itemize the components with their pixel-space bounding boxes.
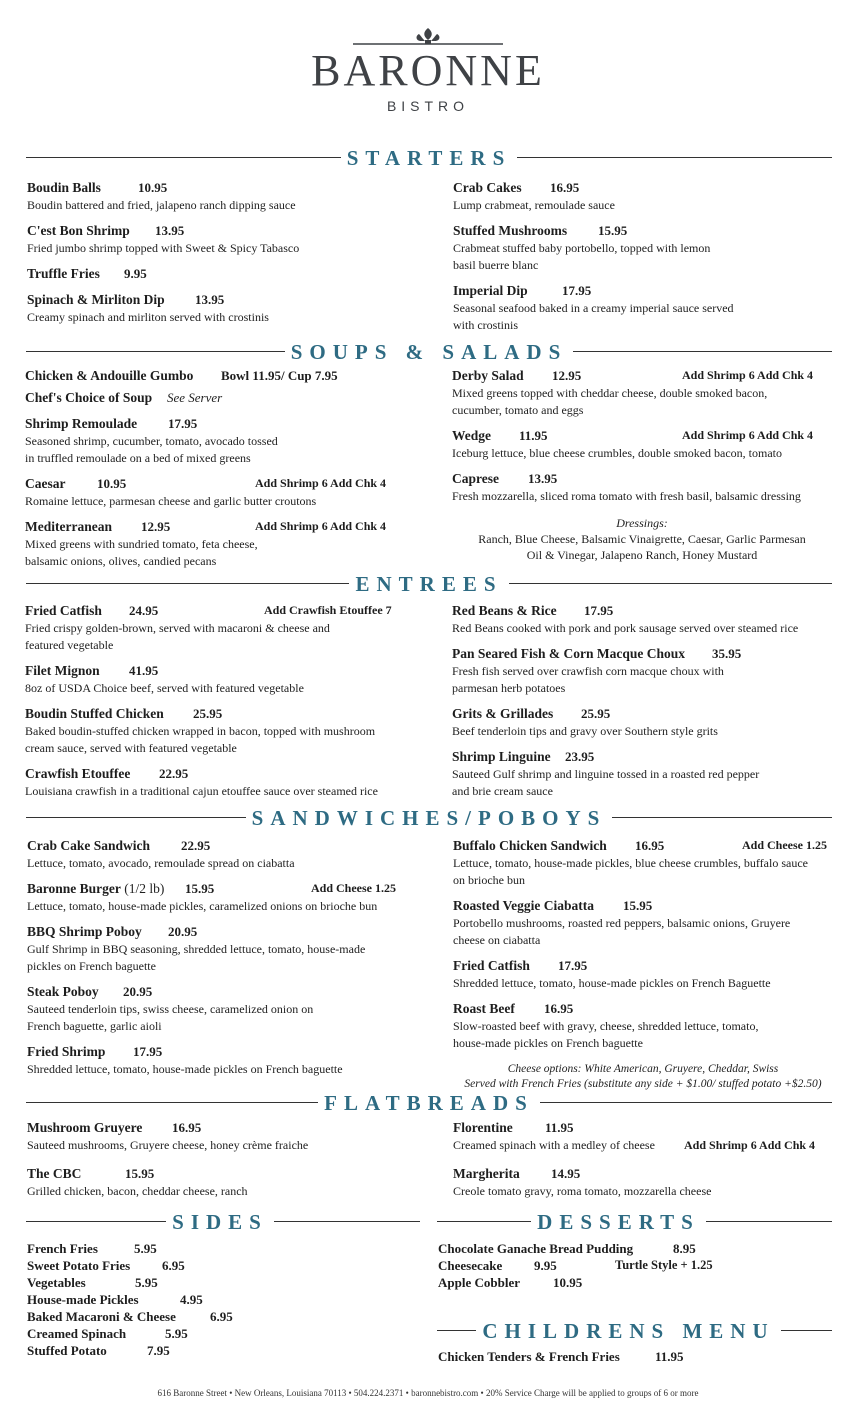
menu-item: Shrimp Linguine 23.95 Sauteed Gulf shrimp and linguine tossed in a roasted red pepper and brie cream sauce	[452, 749, 760, 798]
entrees-right-column	[452, 601, 832, 807]
menu-item: Filet Mignon 41.95 8oz of USDA Choice beef, served with featured vegetable	[25, 663, 304, 695]
footer-address: 616 Baronne Street • New Orleans, Louisiana 70113 • 504.224.2371 • baronnebistro.com • 20% Service Charge will be applied to groups of 6 or more	[157, 1388, 699, 1398]
sides-list	[27, 1240, 417, 1359]
soups-right-column	[452, 366, 832, 563]
menu-item: Fried Catfish 17.95 Shredded lettuce, tomato, house-made pickles on French Baguette	[453, 958, 771, 990]
starters-heading	[26, 145, 832, 171]
menu-item: Roasted Veggie Ciabatta 15.95 Portobello mushrooms, roasted red peppers, balsamic onions, Gruyere cheese on ciabatta	[453, 898, 791, 947]
flatbreads-title: FLATBREADS	[318, 1091, 540, 1115]
sandwiches-left-column	[27, 836, 427, 1085]
menu-item: Chicken & Andouille Gumbo Bowl 11.95/ Cup 7.95	[25, 368, 338, 383]
menu-item: Boudin Balls 10.95 Boudin battered and fried, jalapeno ranch dipping sauce	[27, 180, 296, 212]
dessert-item: Apple Cobbler 10.95	[438, 1275, 583, 1290]
menu-item: Mushroom Gruyere 16.95 Sauteed mushrooms, Gruyere cheese, honey crème fraiche	[27, 1120, 309, 1152]
sides-title: SIDES	[166, 1210, 274, 1234]
menu-item: Imperial Dip 17.95 Seasonal seafood baked in a creamy imperial sauce served with crostinis	[453, 283, 734, 332]
menu-item: Stuffed Mushrooms 15.95 Crabmeat stuffed baby portobello, topped with lemon basil buerre blanc	[453, 223, 711, 272]
menu-item: Roast Beef 16.95 Slow-roasted beef with gravy, cheese, shredded lettuce, tomato, house-made pickles on French baguette	[453, 1001, 759, 1050]
starters-left-column	[27, 178, 427, 333]
menu-item: Fried Shrimp 17.95 Shredded lettuce, tomato, house-made pickles on French baguette	[27, 1044, 343, 1076]
menu-item: Spinach & Mirliton Dip 13.95 Creamy spinach and mirliton served with crostinis	[27, 292, 269, 324]
logo-subtitle: BISTRO	[386, 98, 470, 114]
menu-item: Chef's Choice of Soup See Server	[25, 390, 223, 405]
menu-item: Derby Salad 12.95 Add Shrimp 6 Add Chk 4 Mixed greens topped with cheddar cheese, double smoked bacon, cucumber, tomato and eggs	[452, 368, 814, 417]
side-item: Vegetables 5.95	[27, 1275, 158, 1290]
menu-item: Steak Poboy 20.95 Sauteed tenderloin tips, swiss cheese, caramelized onion on French baguette, garlic aioli	[27, 984, 314, 1033]
side-item: Stuffed Potato 7.95	[27, 1343, 170, 1358]
menu-item: Crab Cakes 16.95 Lump crabmeat, remoulade sauce	[453, 180, 615, 212]
starters-title: STARTERS	[341, 146, 518, 170]
dessert-item: Chocolate Ganache Bread Pudding 8.95	[438, 1241, 696, 1256]
menu-item: Florentine 11.95 Creamed spinach with a medley of cheese Add Shrimp 6 Add Chk 4	[453, 1120, 816, 1152]
sandwiches-title: SANDWICHES/POBOYS	[246, 806, 613, 830]
menu-item: Baronne Burger (1/2 lb) 15.95 Add Cheese 1.25 Lettuce, tomato, house-made pickles, caramelized onions on brioche bun	[27, 881, 397, 913]
menu-item: Wedge 11.95 Add Shrimp 6 Add Chk 4 Iceburg lettuce, blue cheese crumbles, double smoked bacon, tomato	[452, 428, 814, 460]
menu-item: BBQ Shrimp Poboy 20.95 Gulf Shrimp in BBQ seasoning, shredded lettuce, tomato, house-made pickles on French baguette	[27, 924, 366, 973]
sides-heading	[26, 1209, 420, 1235]
menu-item: The CBC 15.95 Grilled chicken, bacon, cheddar cheese, ranch	[27, 1166, 248, 1198]
menu-item: Crab Cake Sandwich 22.95 Lettuce, tomato, avocado, remoulade spread on ciabatta	[27, 838, 295, 870]
entrees-heading	[26, 571, 832, 597]
flatbreads-heading	[26, 1090, 832, 1116]
logo-name: BARONNE	[311, 46, 545, 95]
starters-right-column	[453, 178, 833, 341]
menu-item: Boudin Stuffed Chicken 25.95 Baked boudin-stuffed chicken wrapped in bacon, topped with mushroom cream sauce, served with featured vegetable	[25, 706, 376, 755]
childrens-menu-title: CHILDRENS MENU	[476, 1319, 780, 1343]
menu-item: Shrimp Remoulade 17.95 Seasoned shrimp, cucumber, tomato, avocado tossed in truffled remoulade on a bed of mixed greens	[25, 416, 278, 465]
desserts-list	[438, 1240, 832, 1291]
menu-item: Crawfish Etouffee 22.95 Louisiana crawfish in a traditional cajun etouffee sauce over steamed rice	[25, 766, 378, 798]
soups-salads-title: SOUPS & SALADS	[285, 340, 574, 364]
menu-item: Truffle Fries 9.95	[27, 266, 147, 281]
side-item: Creamed Spinach 5.95	[27, 1326, 188, 1341]
cheese-options-note: Cheese options: White American, Gruyere, Cheddar, Swiss Served with French Fries (substitute any side + $1.00/ stuffed potato +$2.50)	[464, 1063, 822, 1090]
menu-item: Caprese 13.95 Fresh mozzarella, sliced roma tomato with fresh basil, balsamic dressing	[452, 471, 801, 503]
menu-item: Caesar 10.95 Add Shrimp 6 Add Chk 4 Romaine lettuce, parmesan cheese and garlic butter croutons	[25, 476, 387, 508]
childrens-menu-heading	[437, 1318, 832, 1344]
menu-item: Buffalo Chicken Sandwich 16.95 Add Cheese 1.25 Lettuce, tomato, house-made pickles, blue cheese crumbles, buffalo sauce on brioche bun	[453, 838, 828, 887]
side-item: Sweet Potato Fries 6.95	[27, 1258, 185, 1273]
menu-item: Red Beans & Rice 17.95 Red Beans cooked with pork and pork sausage served over steamed rice	[452, 603, 799, 635]
side-item: Baked Macaroni & Cheese 6.95	[27, 1309, 233, 1324]
menu-item: Fried Catfish 24.95 Add Crawfish Etouffee 7 Fried crispy golden-brown, served with macaroni & cheese and featured vegetable	[25, 603, 392, 652]
menu-item: C'est Bon Shrimp 13.95 Fried jumbo shrimp topped with Sweet & Spicy Tabasco	[27, 223, 300, 255]
side-item: House-made Pickles 4.95	[27, 1292, 203, 1307]
childrens-list	[438, 1348, 832, 1365]
flatbreads-left-column	[27, 1118, 427, 1207]
menu-item: Pan Seared Fish & Corn Macque Choux 35.95 Fresh fish served over crawfish corn macque choux with parmesan herb potatoes	[452, 646, 742, 695]
sandwiches-heading	[26, 805, 832, 831]
soups-salads-heading	[26, 339, 832, 365]
logo	[0, 26, 856, 114]
side-item: French Fries 5.95	[27, 1241, 157, 1256]
desserts-heading	[437, 1209, 832, 1235]
menu-item: Grits & Grillades 25.95 Beef tenderloin tips and gravy over Southern style grits	[452, 706, 718, 738]
dessert-item: Cheesecake 9.95 Turtle Style + 1.25	[438, 1258, 713, 1273]
soups-left-column	[25, 366, 425, 577]
entrees-left-column	[25, 601, 425, 807]
desserts-title: DESSERTS	[531, 1210, 706, 1234]
menu-item: Margherita 14.95 Creole tomato gravy, roma tomato, mozzarella cheese	[453, 1166, 712, 1198]
entrees-title: ENTREES	[349, 572, 508, 596]
dressings-block: Dressings: Ranch, Blue Cheese, Balsamic Vinaigrette, Caesar, Garlic Parmesan Oil & Vinegar, Jalapeno Ranch, Honey Mustard	[478, 516, 806, 562]
childrens-item: Chicken Tenders & French Fries 11.95	[438, 1349, 684, 1364]
flatbreads-right-column	[453, 1118, 833, 1207]
menu-item: Mediterranean 12.95 Add Shrimp 6 Add Chk 4 Mixed greens with sundried tomato, feta cheese, balsamic onions, olives, candied pecans	[25, 519, 387, 568]
sandwiches-right-column	[453, 836, 833, 1092]
